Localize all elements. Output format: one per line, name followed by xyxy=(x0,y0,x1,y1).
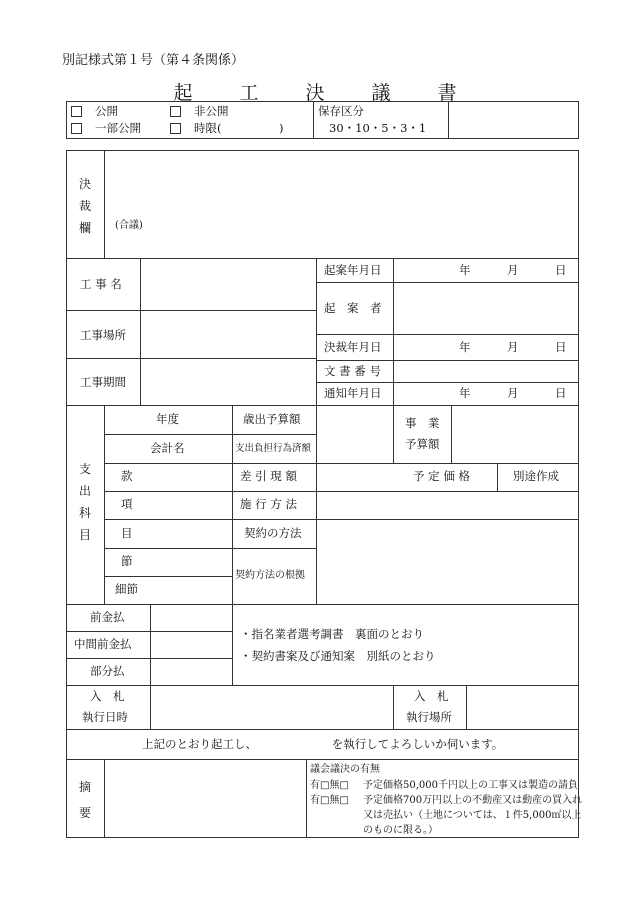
item-setsu-label: 節 xyxy=(121,554,133,568)
planned-price-label: 予 定 価 格 xyxy=(413,469,470,483)
notice-year: 年 xyxy=(459,386,471,400)
advance-payment-label: 前金払 xyxy=(90,610,125,624)
decision-vertical-label: 決 裁 欄 xyxy=(78,177,91,235)
page-title: 起 工 決 議 書 xyxy=(173,82,471,104)
council-title: 議会議決の有無 xyxy=(310,764,380,775)
council-text-2a: 予定価格700万円以上の不動産又は動産の買入れ xyxy=(363,795,583,806)
summary-vertical-label: 摘 要 xyxy=(78,780,91,820)
doc-number-label: 文 書 番 号 xyxy=(324,364,381,378)
retention-values: 30・10・5・3・1 xyxy=(329,121,427,135)
partial-public-checkbox[interactable] xyxy=(71,123,82,134)
approval-statement: 上記のとおり起工し、 を執行してよろしいか伺います。 xyxy=(142,737,504,751)
fiscal-year-label: 年度 xyxy=(156,412,179,426)
project-period-label: 工事期間 xyxy=(80,375,126,389)
item-kan-label: 款 xyxy=(121,469,133,483)
bid-date-label-1: 入 札 xyxy=(90,689,125,703)
public-checkbox[interactable] xyxy=(71,106,82,117)
item-moku-label: 目 xyxy=(121,526,133,540)
draft-year: 年 xyxy=(459,263,471,277)
bid-place-label-2: 執行場所 xyxy=(406,710,452,724)
spent-amount-label: 支出負担行為済額 xyxy=(235,443,312,454)
method-label: 施 行 方 法 xyxy=(240,497,297,511)
private-checkbox[interactable] xyxy=(170,106,181,117)
separate-label: 別途作成 xyxy=(513,469,559,483)
balance-label: 差 引 現 額 xyxy=(240,469,297,483)
notice-day: 日 xyxy=(555,386,567,400)
budget-vertical-label: 支 出 科 目 xyxy=(78,462,91,542)
private-label: 非公開 xyxy=(194,104,229,118)
council-text-1: 予定価格50,000千円以上の工事又は製造の請負 xyxy=(363,780,578,791)
decision-date-label: 決裁年月日 xyxy=(324,340,382,354)
contract-basis-label: 契約方法の根拠 xyxy=(235,570,305,581)
account-label: 会計名 xyxy=(150,441,185,455)
decision-year: 年 xyxy=(459,340,471,354)
project-place-label: 工事場所 xyxy=(80,328,126,342)
item-saisetsu-label: 細節 xyxy=(115,582,138,596)
bid-place-label-1: 入 札 xyxy=(414,689,449,703)
contract-method-label: 契約の方法 xyxy=(244,526,302,540)
council-text-2c: のものに限る。） xyxy=(363,825,438,836)
retention-label: 保存区分 xyxy=(318,104,364,118)
bid-date-label-2: 執行日時 xyxy=(82,710,128,724)
partial-public-label: 一部公開 xyxy=(95,121,141,135)
timed-checkbox[interactable] xyxy=(170,123,181,134)
item-kou-label: 項 xyxy=(121,497,133,511)
mid-advance-payment-label: 中間前金払 xyxy=(74,637,132,651)
main-form xyxy=(66,150,582,838)
consult-label: (合議) xyxy=(115,220,143,231)
partial-payment-label: 部分払 xyxy=(90,664,125,678)
form-caption: 別記様式第１号（第４条関係） xyxy=(62,53,245,68)
project-budget-label-1: 事 業 xyxy=(405,416,440,430)
council-text-2b: 又は売払い（土地については、１件5,000㎡以上 xyxy=(363,810,582,821)
notice-month: 月 xyxy=(507,386,519,400)
draft-date-label: 起案年月日 xyxy=(324,263,382,277)
decision-day: 日 xyxy=(555,340,567,354)
project-name-label: 工 事 名 xyxy=(80,277,122,291)
drafter-label: 起 案 者 xyxy=(324,301,382,315)
timed-label: 時限( ) xyxy=(194,121,284,135)
project-budget-label-2: 予算額 xyxy=(405,437,440,451)
notice-date-label: 通知年月日 xyxy=(324,386,382,400)
draft-month: 月 xyxy=(507,263,519,277)
payment-note-1: ・指名業者選考調書 裏面のとおり xyxy=(240,627,424,641)
expenditure-budget-label: 歳出予算額 xyxy=(243,412,301,426)
council-flag-2: 有□無□ xyxy=(310,795,349,806)
draft-day: 日 xyxy=(555,263,567,277)
public-label: 公開 xyxy=(95,104,118,118)
council-flag-1: 有□無□ xyxy=(310,780,349,791)
payment-note-2: ・契約書案及び通知案 別紙のとおり xyxy=(240,649,436,663)
decision-month: 月 xyxy=(507,340,519,354)
